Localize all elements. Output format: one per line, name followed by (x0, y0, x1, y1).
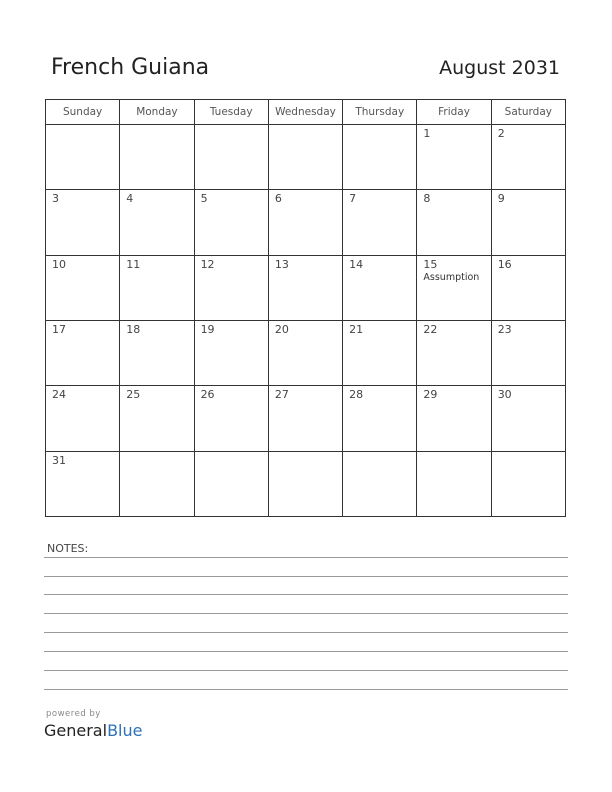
day-cell (46, 320, 120, 385)
calendar-month-year: August 2031 (439, 57, 560, 79)
day-cell (194, 451, 268, 516)
day-number: 30 (497, 388, 512, 402)
day-number: 19 (200, 322, 215, 336)
day-cell (417, 320, 491, 385)
day-cell (268, 125, 342, 190)
day-number: 23 (497, 322, 512, 336)
note-line (44, 670, 568, 671)
weekday-header-row (46, 100, 566, 125)
day-number: 31 (52, 453, 66, 467)
day-number: 9 (497, 192, 505, 206)
weekday-saturday: Saturday (491, 100, 565, 125)
day-cell (120, 451, 194, 516)
day-number: 28 (349, 388, 364, 402)
day-cell (343, 255, 417, 320)
day-cell (417, 386, 491, 451)
day-cell (343, 125, 417, 190)
day-number: 29 (423, 388, 438, 402)
day-cell (46, 255, 120, 320)
day-cell (343, 190, 417, 255)
weekday-monday: Monday (120, 100, 194, 125)
week-row (46, 386, 566, 451)
day-cell (194, 125, 268, 190)
day-cell (46, 451, 120, 516)
note-line (44, 557, 568, 558)
day-cell (194, 320, 268, 385)
calendar-grid (45, 99, 566, 517)
week-row (46, 125, 566, 190)
weekday-friday: Friday (417, 100, 491, 125)
day-cell (343, 386, 417, 451)
day-cell (268, 255, 342, 320)
day-number: 25 (126, 388, 141, 402)
powered-by-text: powered by (46, 709, 101, 719)
day-cell (120, 255, 194, 320)
day-cell (46, 386, 120, 451)
day-cell (491, 125, 565, 190)
day-number: 13 (274, 257, 289, 271)
day-cell (343, 451, 417, 516)
day-number: 11 (126, 257, 141, 271)
notes-label: NOTES: (47, 542, 89, 555)
day-cell (194, 255, 268, 320)
weekday-sunday: Sunday (46, 100, 120, 125)
brand-name-blue: Blue (107, 721, 143, 740)
day-cell (268, 386, 342, 451)
day-cell (46, 190, 120, 255)
day-cell (120, 386, 194, 451)
day-number: 12 (200, 257, 215, 271)
brand-logo (44, 721, 142, 740)
day-cell (268, 320, 342, 385)
day-cell (491, 451, 565, 516)
day-cell (417, 190, 491, 255)
note-line (44, 632, 568, 633)
day-number: 27 (274, 388, 289, 402)
day-cell (491, 190, 565, 255)
day-cell (194, 386, 268, 451)
week-row (46, 255, 566, 320)
day-number: 8 (423, 192, 431, 206)
day-cell (120, 125, 194, 190)
day-number: 26 (200, 388, 215, 402)
day-cell (417, 125, 491, 190)
day-number: 20 (274, 322, 289, 336)
day-cell (120, 190, 194, 255)
day-cell (194, 190, 268, 255)
note-line (44, 689, 568, 690)
note-line (44, 594, 568, 595)
day-cell (417, 255, 491, 320)
day-cell (120, 320, 194, 385)
day-number: 22 (423, 322, 438, 336)
day-cell (343, 320, 417, 385)
brand-name-general: General (44, 721, 108, 740)
calendar-country-title: French Guiana (51, 55, 210, 80)
day-number: 7 (349, 192, 357, 206)
day-cell (491, 255, 565, 320)
holiday-label: Assumption (423, 271, 480, 283)
week-row (46, 190, 566, 255)
day-number: 4 (126, 192, 134, 206)
day-number: 10 (52, 257, 66, 271)
day-number: 15 (423, 257, 438, 271)
day-cell (46, 125, 120, 190)
day-number: 6 (274, 192, 282, 206)
day-cell (417, 451, 491, 516)
day-number: 3 (52, 192, 59, 206)
weekday-thursday: Thursday (343, 100, 417, 125)
note-line (44, 613, 568, 614)
note-line (44, 651, 568, 652)
day-number: 16 (497, 257, 512, 271)
weekday-tuesday: Tuesday (194, 100, 268, 125)
day-number: 5 (200, 192, 208, 206)
day-number: 14 (349, 257, 364, 271)
day-number: 18 (126, 322, 141, 336)
day-number: 21 (349, 322, 364, 336)
note-line (44, 576, 568, 577)
day-cell (268, 190, 342, 255)
day-number: 24 (52, 388, 66, 402)
day-number: 17 (52, 322, 66, 336)
day-number: 1 (423, 127, 431, 140)
day-cell (491, 320, 565, 385)
day-cell (491, 386, 565, 451)
week-row (46, 451, 566, 516)
week-row (46, 320, 566, 385)
day-cell (268, 451, 342, 516)
day-number: 2 (497, 127, 505, 140)
weekday-wednesday: Wednesday (268, 100, 342, 125)
